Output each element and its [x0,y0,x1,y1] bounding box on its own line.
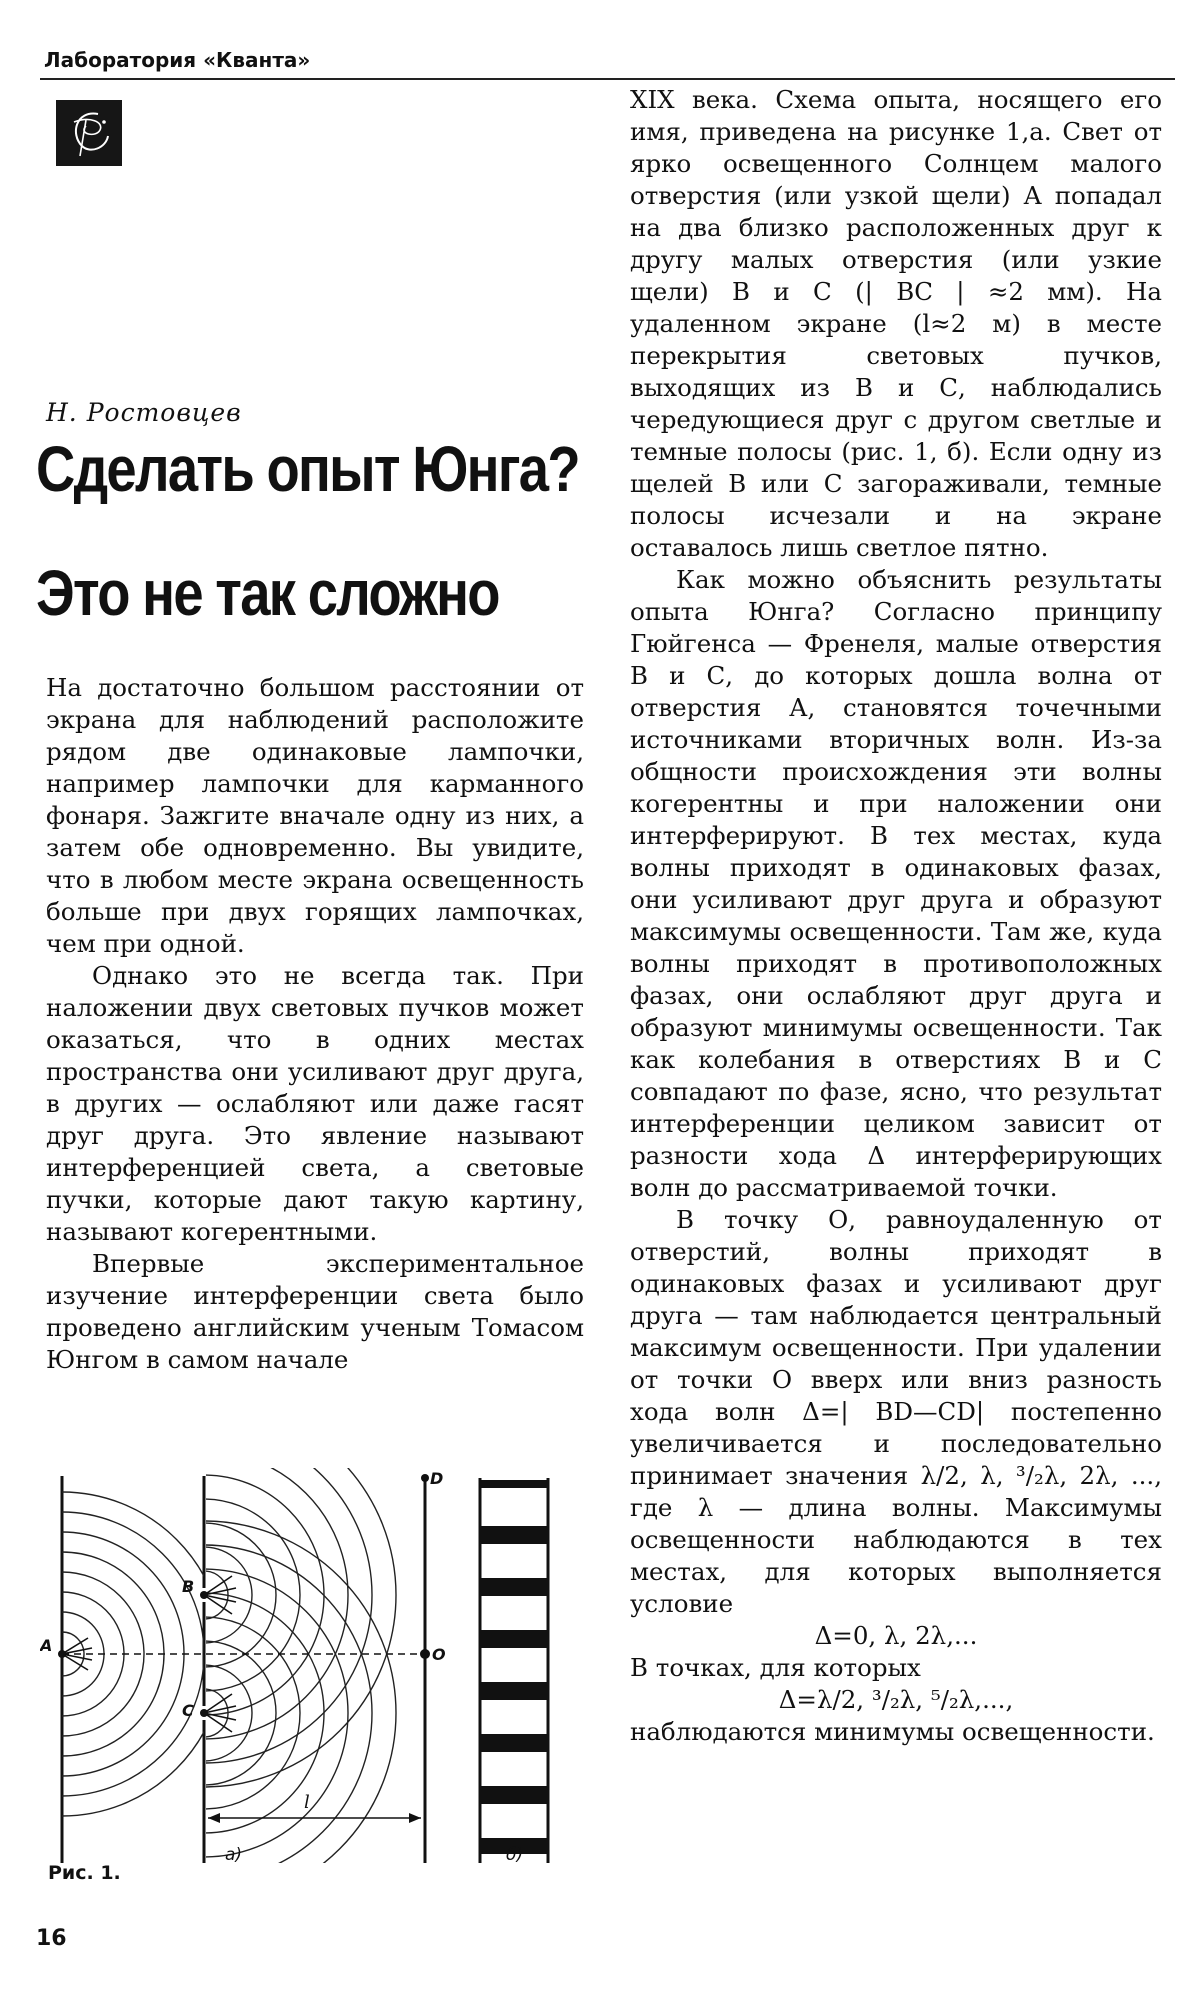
maxima-condition: Δ=0, λ, 2λ,... [814,1621,978,1650]
label-c: C [182,1701,194,1720]
paragraph: Впервые экспериментальное изучение интерференции света было проведено английским ученым Томасом Юнгом в самом начале [46,1249,584,1374]
point-b [200,1591,208,1599]
left-text-column [46,672,584,1376]
wavefronts-bc [40,1468,396,1868]
paragraph: Однако это не всегда так. При наложении двух световых пучков может оказаться, что в одних местах пространства они усиливают друг друга, в других — ослабляют или даже гасят друг друга. Это явление называют интерференцией света, а световые пучки, которые дают такую картину, называют когерентными. [46,961,584,1246]
point-a [58,1650,66,1658]
paragraph: На достаточно большом расстоянии от экрана для наблюдений расположите рядом две одинаковые лампочки, например лампочки для карманного фонаря. Зажгите вначале одну из них, а затем обе одновременно. Вы увидите, что в любом месте экрана освещенность больше при двух горящих лампочках, чем при одной. [46,673,584,958]
kvant-logo-icon [56,100,122,166]
running-header [40,44,1175,80]
figure-caption: Рис. 1. [48,1862,121,1884]
dark-fringes [480,1480,548,1854]
panel-b-label: б) [506,1845,524,1865]
label-l: l [304,1792,310,1813]
paragraph: Как можно объяснить результаты опыта Юнга? Согласно принципу Гюйгенса — Френеля, малые отверстия В и С, до которых дошла волна от отверстия А, становятся точечными источниками вторичных волн. Из-за общности происхождения эти волны когерентны и при наложении они интерферируют. В тех местах, куда волны приходят в одинаковых фазах, они усиливают друг друга и образуют максимумы освещенности. Там же, куда волны приходят в противоположных фазах, они ослабляют друг друга и образуют минимумы освещенности. Так как колебания в отверстиях В и С совпадают по фазе, ясно, что результат интерференции целиком зависит от разности хода Δ интерферирующих волн до рассматриваемой точки. [630,565,1162,1202]
page-number: 16 [36,1926,67,1951]
minima-condition: Δ=λ/2, ³/₂λ, ⁵/₂λ,..., [778,1685,1014,1714]
paragraph: В точках, для которых [630,1653,921,1682]
young-experiment-figure [40,1468,570,1868]
label-a: A [40,1636,53,1655]
right-text-column [630,84,1162,1748]
paragraph: В точку О, равноудаленную от отверстий, волны приходят в одинаковых фазах и усиливают друг друга — там наблюдается центральный максимум освещенности. При удалении от точки О вверх или вниз разность хода волн Δ=| BD—CD| постепенно увеличивается и последовательно принимает значения λ/2, λ, ³/₂λ, 2λ, ..., где λ — длина волны. Максимумы освещенности наблюдаются в тех местах, для которых выполняется условие [630,1205,1162,1618]
point-c [200,1709,208,1717]
point-d [421,1474,429,1482]
paragraph: наблюдаются минимумы освещенности. [630,1717,1155,1746]
label-o: O [432,1645,446,1664]
article-title-line-2: Это не так сложно [36,557,499,629]
author-name: Н. Ростовцев [46,398,242,427]
label-b: B [182,1577,195,1596]
section-title: Лаборатория «Кванта» [44,48,311,72]
article-title-line-1: Сделать опыт Юнга? [36,433,579,505]
label-d: D [430,1469,444,1488]
panel-a-label: а) [225,1845,243,1865]
point-o [420,1649,430,1659]
paragraph: XIX века. Схема опыта, носящего его имя, приведена на рисунке 1,а. Свет от ярко освещенного Солнцем малого отверстия (или узкой щели) А попадал на два близко расположенных друг к другу малых отверстия (или узкие щели) В и С (| ВС | ≈2 мм). На удаленном экране (l≈2 м) в месте перекрытия световых пучков, выходящих из В и С, наблюдались чередующиеся друг с другом светлые и темные полосы (рис. 1, б). Если одну из щелей В или С загораживали, темные полосы исчезали и на экране оставалось лишь светлое пятно. [630,85,1162,562]
